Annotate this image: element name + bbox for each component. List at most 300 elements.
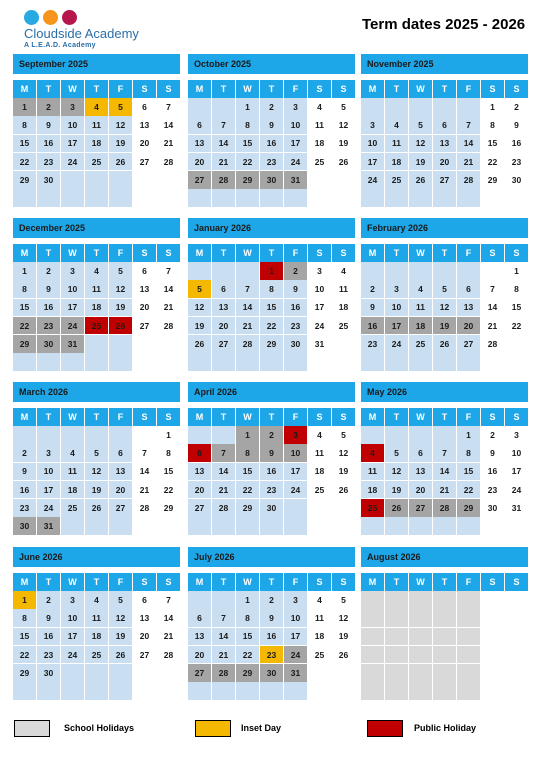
logo-tagline: A L.E.A.D. Academy — [24, 42, 96, 49]
month-grid — [188, 244, 355, 371]
day-cell — [212, 98, 235, 116]
weekday-header: F — [109, 573, 132, 591]
day-cell — [85, 517, 108, 535]
day-cell: 10 — [385, 299, 408, 317]
day-cell: 27 — [188, 171, 211, 189]
day-cell — [409, 682, 432, 700]
day-cell: 6 — [409, 444, 432, 462]
day-cell: 4 — [361, 444, 384, 462]
month-title: April 2026 — [188, 382, 355, 402]
day-cell — [457, 591, 480, 609]
month-grid — [13, 244, 180, 371]
weekday-header: F — [284, 244, 307, 262]
weekday-header: M — [361, 408, 384, 426]
day-cell: 6 — [133, 262, 156, 280]
day-cell — [457, 682, 480, 700]
day-cell: 4 — [308, 98, 331, 116]
day-cell: 10 — [61, 280, 84, 298]
day-cell: 20 — [212, 317, 235, 335]
day-cell — [361, 517, 384, 535]
day-cell — [61, 664, 84, 682]
day-cell: 4 — [385, 116, 408, 134]
day-cell — [457, 517, 480, 535]
day-cell: 3 — [37, 444, 60, 462]
day-cell — [109, 664, 132, 682]
month-grid — [188, 408, 355, 535]
day-cell: 10 — [61, 116, 84, 134]
day-cell: 11 — [409, 299, 432, 317]
day-cell — [109, 353, 132, 371]
weekday-header: T — [260, 408, 283, 426]
day-cell: 4 — [61, 444, 84, 462]
weekday-header: T — [212, 573, 235, 591]
day-cell: 20 — [188, 481, 211, 499]
day-cell — [188, 262, 211, 280]
weekday-header: S — [133, 573, 156, 591]
day-cell: 10 — [505, 444, 528, 462]
day-cell: 15 — [236, 463, 259, 481]
logo-dots — [24, 10, 154, 25]
weekday-header: S — [308, 573, 331, 591]
day-cell: 18 — [308, 135, 331, 153]
day-cell: 5 — [332, 98, 355, 116]
day-cell: 23 — [284, 317, 307, 335]
day-cell — [85, 682, 108, 700]
day-cell: 5 — [188, 280, 211, 298]
day-cell: 6 — [133, 591, 156, 609]
day-cell — [332, 499, 355, 517]
day-cell — [505, 628, 528, 646]
day-cell — [332, 189, 355, 207]
day-cell: 8 — [157, 444, 180, 462]
weekday-header: S — [481, 573, 504, 591]
day-cell: 28 — [157, 646, 180, 664]
day-cell: 8 — [236, 444, 259, 462]
day-cell — [433, 98, 456, 116]
weekday-header: M — [13, 244, 36, 262]
day-cell — [212, 189, 235, 207]
day-cell: 22 — [13, 317, 36, 335]
day-cell — [188, 591, 211, 609]
day-cell: 21 — [236, 317, 259, 335]
day-cell: 17 — [61, 628, 84, 646]
day-cell: 13 — [212, 299, 235, 317]
day-cell: 27 — [409, 499, 432, 517]
weekday-header: T — [37, 573, 60, 591]
day-cell: 5 — [85, 444, 108, 462]
day-cell: 28 — [457, 171, 480, 189]
day-cell: 18 — [85, 628, 108, 646]
day-cell: 16 — [13, 481, 36, 499]
day-cell — [61, 171, 84, 189]
day-cell: 19 — [332, 135, 355, 153]
day-cell: 3 — [61, 591, 84, 609]
day-cell — [157, 517, 180, 535]
day-cell: 19 — [433, 317, 456, 335]
day-cell — [284, 353, 307, 371]
day-cell: 30 — [260, 499, 283, 517]
day-cell: 26 — [409, 171, 432, 189]
day-cell: 25 — [332, 317, 355, 335]
weekday-header: T — [433, 573, 456, 591]
day-cell — [409, 609, 432, 627]
legend-school-holidays-label: School Holidays — [64, 723, 135, 733]
day-cell: 14 — [236, 299, 259, 317]
day-cell: 31 — [308, 335, 331, 353]
day-cell: 1 — [236, 98, 259, 116]
day-cell: 8 — [13, 280, 36, 298]
day-cell: 15 — [157, 463, 180, 481]
day-cell — [212, 517, 235, 535]
day-cell: 13 — [409, 463, 432, 481]
weekday-header: S — [332, 408, 355, 426]
day-cell: 14 — [212, 628, 235, 646]
day-cell — [308, 171, 331, 189]
day-cell — [409, 262, 432, 280]
day-cell — [133, 335, 156, 353]
day-cell: 21 — [212, 646, 235, 664]
weekday-header: F — [457, 244, 480, 262]
day-cell: 30 — [37, 664, 60, 682]
day-cell — [409, 517, 432, 535]
day-cell: 25 — [361, 499, 384, 517]
month-february-2026 — [361, 218, 528, 371]
day-cell: 22 — [236, 646, 259, 664]
day-cell: 9 — [260, 444, 283, 462]
day-cell: 16 — [260, 628, 283, 646]
day-cell: 2 — [37, 262, 60, 280]
day-cell — [133, 426, 156, 444]
day-cell: 22 — [481, 153, 504, 171]
day-cell: 14 — [157, 116, 180, 134]
weekday-header: S — [308, 80, 331, 98]
weekday-header: S — [157, 573, 180, 591]
day-cell: 16 — [37, 628, 60, 646]
day-cell: 24 — [385, 335, 408, 353]
weekday-header: T — [212, 244, 235, 262]
weekday-header: T — [85, 80, 108, 98]
day-cell — [133, 189, 156, 207]
day-cell: 11 — [308, 609, 331, 627]
day-cell — [37, 682, 60, 700]
month-august-2026 — [361, 547, 528, 700]
day-cell: 7 — [157, 591, 180, 609]
day-cell: 28 — [236, 335, 259, 353]
day-cell: 7 — [212, 609, 235, 627]
day-cell: 5 — [385, 444, 408, 462]
day-cell: 7 — [157, 262, 180, 280]
day-cell: 7 — [212, 444, 235, 462]
day-cell: 30 — [260, 171, 283, 189]
day-cell — [457, 353, 480, 371]
day-cell: 21 — [157, 299, 180, 317]
day-cell — [481, 682, 504, 700]
day-cell: 26 — [188, 335, 211, 353]
weekday-header: S — [505, 573, 528, 591]
weekday-header: T — [212, 408, 235, 426]
day-cell — [284, 499, 307, 517]
weekday-header: T — [260, 244, 283, 262]
day-cell: 1 — [260, 262, 283, 280]
day-cell: 21 — [133, 481, 156, 499]
day-cell — [188, 189, 211, 207]
day-cell — [212, 353, 235, 371]
weekday-header: M — [188, 244, 211, 262]
day-cell: 24 — [37, 499, 60, 517]
day-cell — [361, 262, 384, 280]
day-cell: 9 — [481, 444, 504, 462]
day-cell: 10 — [284, 116, 307, 134]
day-cell: 11 — [85, 609, 108, 627]
weekday-header: F — [284, 573, 307, 591]
day-cell: 24 — [61, 317, 84, 335]
month-december-2025 — [13, 218, 180, 371]
day-cell: 10 — [61, 609, 84, 627]
day-cell: 25 — [409, 335, 432, 353]
day-cell — [133, 664, 156, 682]
day-cell: 1 — [157, 426, 180, 444]
day-cell: 5 — [332, 591, 355, 609]
day-cell: 25 — [385, 171, 408, 189]
day-cell: 25 — [85, 317, 108, 335]
day-cell: 25 — [85, 153, 108, 171]
day-cell: 31 — [284, 664, 307, 682]
weekday-header: W — [61, 573, 84, 591]
weekday-header: M — [188, 408, 211, 426]
day-cell: 3 — [308, 262, 331, 280]
day-cell: 13 — [188, 628, 211, 646]
day-cell — [481, 353, 504, 371]
day-cell: 19 — [109, 135, 132, 153]
day-cell: 8 — [236, 609, 259, 627]
day-cell — [361, 353, 384, 371]
logo-dot-orange — [43, 10, 58, 25]
day-cell: 5 — [109, 98, 132, 116]
day-cell — [361, 682, 384, 700]
day-cell: 2 — [260, 98, 283, 116]
month-title: March 2026 — [13, 382, 180, 402]
day-cell: 1 — [457, 426, 480, 444]
day-cell — [361, 591, 384, 609]
day-cell: 26 — [332, 481, 355, 499]
day-cell: 11 — [61, 463, 84, 481]
month-april-2026 — [188, 382, 355, 535]
day-cell — [385, 609, 408, 627]
day-cell: 22 — [505, 317, 528, 335]
weekday-header: S — [332, 80, 355, 98]
day-cell — [457, 262, 480, 280]
weekday-header: W — [409, 408, 432, 426]
day-cell — [61, 189, 84, 207]
weekday-header: T — [37, 80, 60, 98]
day-cell: 9 — [13, 463, 36, 481]
day-cell — [481, 189, 504, 207]
month-title: July 2026 — [188, 547, 355, 567]
day-cell: 13 — [133, 116, 156, 134]
day-cell — [409, 98, 432, 116]
day-cell — [109, 171, 132, 189]
day-cell — [260, 189, 283, 207]
day-cell — [212, 426, 235, 444]
day-cell: 19 — [332, 628, 355, 646]
day-cell: 7 — [133, 444, 156, 462]
weekday-header: S — [505, 244, 528, 262]
logo-name: Cloudside Academy — [24, 26, 139, 41]
day-cell: 6 — [457, 280, 480, 298]
day-cell: 2 — [361, 280, 384, 298]
day-cell: 18 — [385, 153, 408, 171]
day-cell — [361, 98, 384, 116]
day-cell: 15 — [236, 628, 259, 646]
day-cell: 25 — [85, 646, 108, 664]
day-cell: 26 — [109, 317, 132, 335]
weekday-header: M — [188, 80, 211, 98]
day-cell: 10 — [284, 444, 307, 462]
day-cell: 1 — [13, 262, 36, 280]
day-cell: 10 — [284, 609, 307, 627]
weekday-header: T — [385, 244, 408, 262]
day-cell: 20 — [133, 135, 156, 153]
day-cell: 24 — [61, 153, 84, 171]
day-cell — [409, 426, 432, 444]
month-title: February 2026 — [361, 218, 528, 238]
day-cell — [433, 682, 456, 700]
month-title: May 2026 — [361, 382, 528, 402]
day-cell: 17 — [308, 299, 331, 317]
day-cell: 20 — [133, 299, 156, 317]
day-cell: 22 — [13, 646, 36, 664]
day-cell: 14 — [212, 135, 235, 153]
day-cell: 18 — [332, 299, 355, 317]
weekday-header: T — [433, 244, 456, 262]
weekday-header: F — [109, 244, 132, 262]
day-cell — [13, 426, 36, 444]
day-cell — [308, 664, 331, 682]
day-cell — [188, 682, 211, 700]
day-cell — [85, 426, 108, 444]
day-cell: 17 — [61, 135, 84, 153]
day-cell: 14 — [481, 299, 504, 317]
day-cell: 3 — [284, 591, 307, 609]
day-cell — [308, 353, 331, 371]
day-cell: 3 — [284, 98, 307, 116]
month-title: June 2026 — [13, 547, 180, 567]
weekday-header: T — [260, 573, 283, 591]
day-cell: 30 — [260, 664, 283, 682]
day-cell: 26 — [109, 153, 132, 171]
day-cell: 4 — [85, 98, 108, 116]
day-cell — [409, 591, 432, 609]
day-cell: 14 — [157, 609, 180, 627]
day-cell: 26 — [85, 499, 108, 517]
day-cell: 28 — [481, 335, 504, 353]
day-cell: 17 — [361, 153, 384, 171]
day-cell: 26 — [109, 646, 132, 664]
day-cell: 19 — [85, 481, 108, 499]
day-cell — [385, 189, 408, 207]
month-title: January 2026 — [188, 218, 355, 238]
day-cell: 23 — [260, 646, 283, 664]
day-cell — [37, 189, 60, 207]
day-cell — [385, 682, 408, 700]
day-cell: 10 — [308, 280, 331, 298]
day-cell — [109, 426, 132, 444]
day-cell: 27 — [133, 153, 156, 171]
weekday-header: S — [332, 244, 355, 262]
day-cell — [308, 517, 331, 535]
day-cell: 7 — [433, 444, 456, 462]
day-cell: 14 — [433, 463, 456, 481]
day-cell — [13, 353, 36, 371]
day-cell: 9 — [260, 609, 283, 627]
day-cell — [157, 189, 180, 207]
day-cell: 18 — [308, 628, 331, 646]
weekday-header: M — [361, 80, 384, 98]
day-cell — [505, 646, 528, 664]
day-cell: 19 — [109, 628, 132, 646]
day-cell: 12 — [109, 609, 132, 627]
day-cell: 27 — [457, 335, 480, 353]
day-cell — [481, 664, 504, 682]
day-cell: 16 — [37, 135, 60, 153]
weekday-header: S — [308, 244, 331, 262]
day-cell — [109, 335, 132, 353]
day-cell: 15 — [13, 135, 36, 153]
day-cell — [212, 591, 235, 609]
day-cell — [409, 646, 432, 664]
weekday-header: T — [433, 80, 456, 98]
day-cell: 29 — [236, 499, 259, 517]
day-cell: 12 — [332, 116, 355, 134]
day-cell: 5 — [332, 426, 355, 444]
day-cell: 20 — [188, 153, 211, 171]
day-cell: 27 — [433, 171, 456, 189]
day-cell: 21 — [457, 153, 480, 171]
day-cell: 21 — [481, 317, 504, 335]
day-cell: 24 — [505, 481, 528, 499]
day-cell — [85, 189, 108, 207]
day-cell: 11 — [385, 135, 408, 153]
day-cell: 2 — [37, 591, 60, 609]
month-title: August 2026 — [361, 547, 528, 567]
day-cell: 6 — [212, 280, 235, 298]
day-cell — [481, 517, 504, 535]
day-cell: 15 — [481, 135, 504, 153]
month-may-2026 — [361, 382, 528, 535]
day-cell: 22 — [457, 481, 480, 499]
weekday-header: F — [109, 80, 132, 98]
weekday-header: S — [481, 408, 504, 426]
day-cell — [385, 591, 408, 609]
day-cell — [133, 682, 156, 700]
day-cell — [308, 682, 331, 700]
day-cell: 26 — [332, 646, 355, 664]
day-cell — [332, 682, 355, 700]
weekday-header: S — [133, 408, 156, 426]
day-cell — [433, 426, 456, 444]
day-cell — [157, 664, 180, 682]
day-cell: 27 — [133, 317, 156, 335]
day-cell: 1 — [481, 98, 504, 116]
day-cell: 3 — [361, 116, 384, 134]
weekday-header: T — [37, 244, 60, 262]
day-cell — [409, 664, 432, 682]
day-cell: 21 — [212, 481, 235, 499]
day-cell: 5 — [409, 116, 432, 134]
day-cell: 18 — [85, 135, 108, 153]
day-cell: 18 — [85, 299, 108, 317]
day-cell: 31 — [284, 171, 307, 189]
